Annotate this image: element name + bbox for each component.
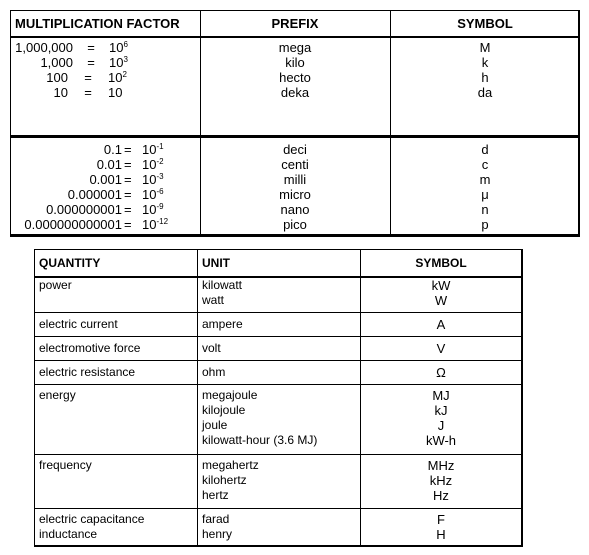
prefix-name: kilo <box>285 55 305 70</box>
unit-symbol: Hz <box>433 488 449 503</box>
row-divider <box>35 336 521 337</box>
factor-value: 0.01 <box>96 157 122 172</box>
unit-symbol: V <box>436 341 446 356</box>
factor-value: 0.000000001 <box>46 202 122 217</box>
factor-base: 10 <box>108 85 123 100</box>
prefix-name: pico <box>283 217 307 232</box>
header-multiplication-factor: MULTIPLICATION FACTOR <box>15 16 180 31</box>
unit-symbol: kJ <box>434 403 448 418</box>
unit-symbol: F <box>437 512 445 527</box>
row-divider <box>35 508 521 509</box>
factor-exponent: 6 <box>123 40 128 49</box>
unit-cell <box>202 458 259 503</box>
quantity-name: electric current <box>39 317 118 331</box>
symbol-cell <box>361 278 521 308</box>
factor-row <box>15 55 128 70</box>
unit-symbol: kW <box>431 278 451 293</box>
factor-row <box>15 172 164 187</box>
unit-name: kilojoule <box>202 403 246 417</box>
equals-sign: = <box>124 142 132 157</box>
unit-cell <box>202 365 225 380</box>
unit-cell <box>202 388 317 448</box>
factor-base: 10 <box>142 217 157 232</box>
unit-name: volt <box>202 341 221 355</box>
unit-name: megahertz <box>202 458 259 472</box>
quantity-name: electromotive force <box>39 341 141 355</box>
factor-exponent: 3 <box>123 55 128 64</box>
factor-exponent: -9 <box>156 202 164 211</box>
column-divider <box>197 250 198 545</box>
prefix-name: micro <box>279 187 311 202</box>
factor-base: 10 <box>109 40 124 55</box>
unit-symbol: Ω <box>436 365 446 380</box>
factor-row <box>15 202 164 217</box>
row-divider <box>35 384 521 385</box>
factor-exponent: -2 <box>156 157 164 166</box>
factor-exponent: -6 <box>156 187 164 196</box>
unit-symbol: MJ <box>432 388 450 403</box>
factor-value: 0.1 <box>103 142 122 157</box>
factor-base: 10 <box>142 172 157 187</box>
prefix-symbol: p <box>481 217 489 232</box>
prefix-name: hecto <box>279 70 311 85</box>
prefix-name: deka <box>280 85 310 100</box>
equals-sign: = <box>84 70 92 85</box>
unit-name: hertz <box>202 488 229 502</box>
factor-row <box>15 40 128 55</box>
factor-row <box>15 70 127 85</box>
unit-cell <box>202 512 232 542</box>
unit-name: watt <box>202 293 225 307</box>
quantity-name: inductance <box>39 527 98 541</box>
prefix-symbol: m <box>479 172 491 187</box>
factor-row <box>15 142 164 157</box>
quantity-name: electric capacitance <box>39 512 145 526</box>
quantity-name: power <box>39 278 72 292</box>
header-unit: UNIT <box>202 256 230 270</box>
quantity-cell <box>39 365 135 380</box>
unit-symbol: A <box>436 317 446 332</box>
unit-name: kilohertz <box>202 473 247 487</box>
prefix-symbol: M <box>479 40 491 55</box>
prefix-symbol: μ <box>481 187 489 202</box>
unit-symbol: kW-h <box>425 433 457 448</box>
unit-symbol: W <box>434 293 448 308</box>
header-symbol: SYMBOL <box>415 256 467 270</box>
factor-exponent: -1 <box>156 142 164 151</box>
factor-base: 10 <box>142 157 157 172</box>
prefix-symbol: c <box>481 157 489 172</box>
row-divider <box>35 454 521 455</box>
symbol-cell <box>361 365 521 380</box>
factor-row <box>15 85 122 100</box>
equals-sign: = <box>124 172 132 187</box>
quantity-cell <box>39 317 118 332</box>
prefix-name: centi <box>281 157 309 172</box>
factor-base: 10 <box>142 187 157 202</box>
symbol-cell <box>361 388 521 448</box>
equals-sign: = <box>124 202 132 217</box>
symbol-cell <box>361 458 521 503</box>
factor-value: 1,000 <box>40 55 73 70</box>
row-divider <box>35 312 521 313</box>
factor-base: 10 <box>108 70 123 85</box>
prefix-table <box>10 10 580 237</box>
header-prefix: PREFIX <box>271 16 319 31</box>
quantity-name: electric resistance <box>39 365 136 379</box>
factor-base: 10 <box>142 202 157 217</box>
unit-name: kilowatt <box>202 278 243 292</box>
equals-sign: = <box>87 55 95 70</box>
header-divider <box>11 36 578 38</box>
unit-name: henry <box>202 527 233 541</box>
row-divider <box>35 360 521 361</box>
factor-row <box>15 217 168 232</box>
prefix-symbol: n <box>481 202 489 217</box>
unit-cell <box>202 317 243 332</box>
quantity-name: frequency <box>39 458 92 472</box>
quantity-cell <box>39 388 76 403</box>
factor-value: 100 <box>46 70 68 85</box>
factor-exponent: -12 <box>156 217 169 226</box>
quantity-cell <box>39 512 144 542</box>
unit-name: megajoule <box>202 388 258 402</box>
unit-name: farad <box>202 512 230 526</box>
quantity-table <box>34 249 523 547</box>
factor-value: 10 <box>53 85 68 100</box>
unit-name: joule <box>202 418 228 432</box>
prefix-name: mega <box>278 40 312 55</box>
prefix-symbol: k <box>481 55 489 70</box>
prefix-symbol: da <box>477 85 493 100</box>
quantity-cell <box>39 458 92 473</box>
equals-sign: = <box>87 40 95 55</box>
header-symbol: SYMBOL <box>457 16 513 31</box>
symbol-cell <box>361 512 521 542</box>
factor-base: 10 <box>109 55 124 70</box>
unit-name: ampere <box>202 317 243 331</box>
factor-value: 0.000000000001 <box>24 217 122 232</box>
factor-value: 0.000001 <box>67 187 122 202</box>
unit-name: kilowatt-hour (3.6 MJ) <box>202 433 318 447</box>
prefix-name: milli <box>283 172 307 187</box>
factor-row <box>15 157 164 172</box>
factor-value: 0.001 <box>89 172 122 187</box>
prefix-name: deci <box>283 142 307 157</box>
symbol-cell <box>361 341 521 356</box>
quantity-name: energy <box>39 388 76 402</box>
prefix-symbol: d <box>481 142 489 157</box>
group-divider <box>11 135 578 138</box>
unit-cell <box>202 278 242 308</box>
prefix-name: nano <box>280 202 310 217</box>
unit-symbol: J <box>437 418 445 433</box>
factor-exponent: -3 <box>156 172 164 181</box>
unit-symbol: MHz <box>427 458 455 473</box>
header-quantity: QUANTITY <box>39 256 101 270</box>
unit-cell <box>202 341 221 356</box>
unit-symbol: H <box>436 527 446 542</box>
symbol-cell <box>361 317 521 332</box>
equals-sign: = <box>84 85 92 100</box>
factor-base: 10 <box>142 142 157 157</box>
equals-sign: = <box>124 217 132 232</box>
equals-sign: = <box>124 157 132 172</box>
factor-exponent: 2 <box>122 70 127 79</box>
factor-value: 1,000,000 <box>15 40 73 55</box>
equals-sign: = <box>124 187 132 202</box>
quantity-cell <box>39 341 140 356</box>
unit-symbol: kHz <box>429 473 453 488</box>
prefix-symbol: h <box>481 70 489 85</box>
unit-name: ohm <box>202 365 226 379</box>
factor-row <box>15 187 164 202</box>
quantity-cell <box>39 278 72 293</box>
